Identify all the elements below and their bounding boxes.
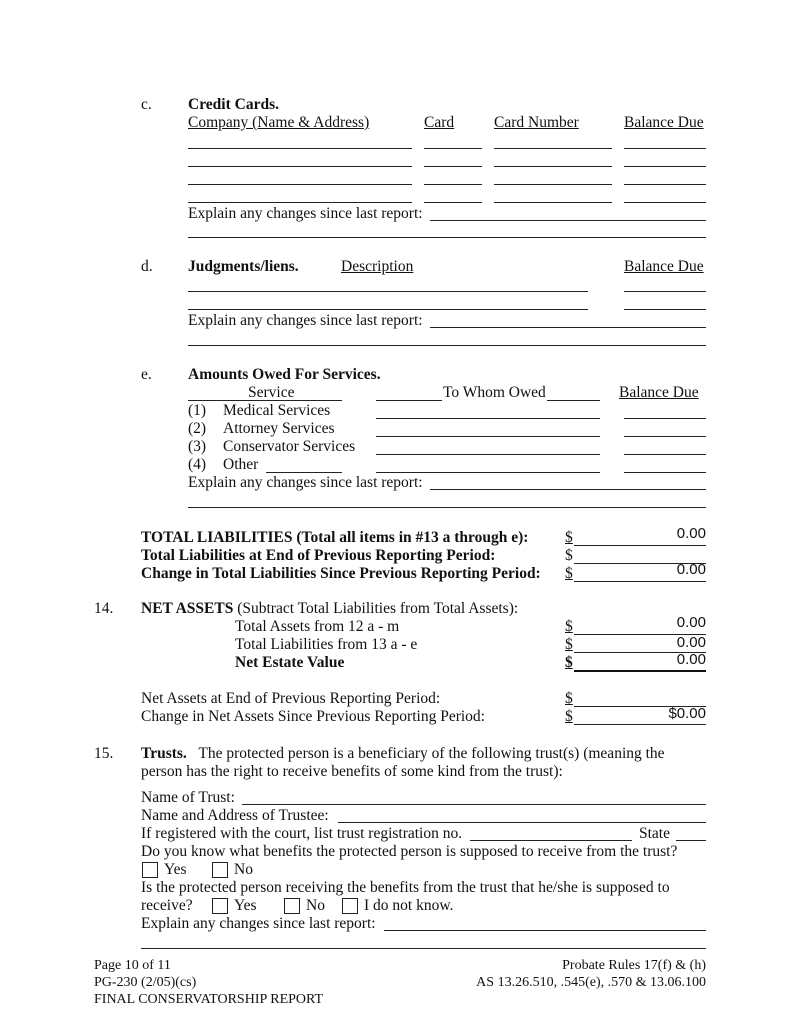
balance-due-field[interactable] — [624, 454, 706, 455]
currency-symbol: $ — [565, 547, 573, 564]
card-number-field[interactable] — [494, 148, 612, 149]
balance-due-field[interactable] — [624, 418, 706, 419]
currency-symbol: $ — [565, 708, 573, 725]
item-number: (3) — [188, 438, 207, 455]
company-field[interactable] — [188, 166, 412, 167]
column-header-card: Card — [424, 114, 455, 131]
item-label-other: Other — [223, 456, 259, 473]
explain-field[interactable] — [430, 489, 706, 490]
probate-rules: Probate Rules 17(f) & (h) — [562, 958, 706, 973]
q1-yes-checkbox[interactable] — [142, 862, 158, 878]
trusts-intro-line1 — [141, 745, 665, 763]
net-assets-subtitle: (Subtract Total Liabilities from Total Assets): — [237, 600, 519, 617]
total-liabilities-13-value: 0.00 — [676, 634, 706, 651]
balance-due-field[interactable] — [624, 148, 706, 149]
card-field[interactable] — [424, 202, 482, 203]
section-number: 14. — [94, 600, 114, 617]
registration-number-field[interactable] — [470, 840, 632, 841]
card-field[interactable] — [424, 148, 482, 149]
total-assets-label: Total Assets from 12 a - m — [235, 618, 400, 635]
form-id: PG-230 (2/05)(cs) — [94, 975, 197, 990]
trustee-label: Name and Address of Trustee: — [141, 807, 329, 824]
column-header-balance-due: Balance Due — [619, 384, 699, 401]
column-header-card-number: Card Number — [494, 114, 579, 131]
trust-name-label: Name of Trust: — [141, 789, 235, 806]
balance-due-field[interactable] — [624, 184, 706, 185]
state-label: State — [639, 825, 670, 842]
item-label-conservator: Conservator Services — [223, 438, 356, 455]
to-whom-owed-field[interactable] — [376, 454, 600, 455]
net-assets-title: NET ASSETS — [141, 600, 234, 617]
section-letter: d. — [141, 258, 153, 275]
explain-field-continued[interactable] — [188, 345, 706, 346]
currency-symbol: $ — [565, 529, 573, 546]
balance-due-field[interactable] — [624, 472, 706, 473]
card-number-field[interactable] — [494, 166, 612, 167]
net-assets-heading — [141, 600, 518, 618]
change-liabilities-label: Change in Total Liabilities Since Previous Reporting Period: — [141, 565, 541, 582]
change-liabilities-field[interactable] — [574, 581, 706, 582]
column-header-service: Service — [248, 384, 295, 401]
q2-unknown-label: I do not know. — [364, 897, 454, 914]
explain-label: Explain any changes since last report: — [188, 205, 423, 222]
page-number: Page 10 of 11 — [94, 958, 171, 973]
section-title: Judgments/liens. — [188, 258, 299, 275]
card-number-field[interactable] — [494, 184, 612, 185]
currency-symbol: $ — [565, 690, 573, 707]
to-whom-owed-field[interactable] — [376, 418, 600, 419]
q2-no-checkbox[interactable] — [284, 898, 300, 914]
q2-line2: receive? — [141, 897, 193, 914]
company-field[interactable] — [188, 202, 412, 203]
explain-label: Explain any changes since last report: — [188, 312, 423, 329]
explain-label: Explain any changes since last report: — [188, 474, 423, 491]
total-assets-value: 0.00 — [676, 614, 706, 631]
trusts-intro-text: The protected person is a beneficiary of the following trust(s) (meaning the — [198, 745, 665, 762]
to-whom-owed-field[interactable] — [376, 472, 600, 473]
card-field[interactable] — [424, 166, 482, 167]
total-liabilities-field[interactable] — [574, 545, 706, 546]
currency-symbol: $ — [565, 565, 573, 582]
q2-no-label: No — [306, 897, 325, 914]
item-number: (4) — [188, 456, 207, 473]
description-field[interactable] — [188, 309, 588, 310]
section-letter: e. — [141, 366, 152, 383]
prev-period-liabilities-label: Total Liabilities at End of Previous Reporting Period: — [141, 547, 496, 564]
explain-label: Explain any changes since last report: — [141, 915, 376, 932]
change-net-assets-field[interactable] — [574, 724, 706, 725]
section-letter: c. — [141, 96, 152, 113]
description-field[interactable] — [188, 291, 588, 292]
balance-due-field[interactable] — [624, 291, 706, 292]
balance-due-field[interactable] — [624, 309, 706, 310]
item-label-medical: Medical Services — [223, 402, 331, 419]
card-field[interactable] — [424, 184, 482, 185]
item-number: (2) — [188, 420, 207, 437]
balance-due-field[interactable] — [624, 166, 706, 167]
trust-name-field[interactable] — [242, 804, 706, 805]
trustee-field[interactable] — [338, 822, 706, 823]
q2-yes-label: Yes — [234, 897, 257, 914]
form-title: FINAL CONSERVATORSHIP REPORT — [94, 992, 324, 1007]
change-net-assets-value: $0.00 — [668, 705, 706, 722]
q2-yes-checkbox[interactable] — [212, 898, 228, 914]
q2-unknown-checkbox[interactable] — [342, 898, 358, 914]
column-header-balance-due: Balance Due — [624, 114, 704, 131]
explain-field-continued[interactable] — [141, 948, 706, 949]
q1-benefits-known: Do you know what benefits the protected person is supposed to receive from the trust? — [141, 843, 678, 860]
explain-field[interactable] — [430, 327, 706, 328]
trusts-title: Trusts. — [141, 745, 187, 762]
other-service-field[interactable] — [266, 472, 342, 473]
section-title: Credit Cards. — [188, 96, 279, 113]
currency-symbol: $ — [565, 636, 573, 653]
q1-no-checkbox[interactable] — [212, 862, 228, 878]
section-title: Amounts Owed For Services. — [188, 366, 381, 383]
prev-net-assets-label: Net Assets at End of Previous Reporting Period: — [141, 690, 441, 707]
trusts-intro-line2: person has the right to receive benefits of some kind from the trust): — [141, 763, 563, 780]
balance-due-field[interactable] — [624, 436, 706, 437]
currency-symbol: $ — [565, 654, 573, 671]
explain-field-continued[interactable] — [188, 237, 706, 238]
q1-no-label: No — [234, 861, 253, 878]
column-header-balance-due: Balance Due — [624, 258, 704, 275]
total-liabilities-13-label: Total Liabilities from 13 a - e — [235, 636, 418, 653]
to-whom-owed-field[interactable] — [376, 436, 600, 437]
column-header-company: Company (Name & Address) — [188, 114, 370, 131]
q1-yes-label: Yes — [164, 861, 187, 878]
total-liabilities-label: TOTAL LIABILITIES (Total all items in #13 a through e): — [141, 529, 529, 546]
explain-field[interactable] — [384, 930, 706, 931]
section-number: 15. — [94, 745, 114, 762]
statutes: AS 13.26.510, .545(e), .570 & 13.06.100 — [476, 975, 706, 990]
net-estate-value: 0.00 — [676, 651, 706, 668]
explain-field[interactable] — [430, 220, 706, 221]
change-liabilities-value: 0.00 — [676, 561, 706, 578]
total-liabilities-value: 0.00 — [676, 525, 706, 542]
item-number: (1) — [188, 402, 207, 419]
net-estate-field[interactable] — [574, 670, 706, 672]
company-field[interactable] — [188, 184, 412, 185]
column-header-description: Description — [341, 258, 414, 275]
q2-line1: Is the protected person receiving the benefits from the trust that he/she is supposed to — [141, 879, 670, 896]
column-header-to-whom-owed: To Whom Owed — [443, 384, 546, 401]
net-estate-label: Net Estate Value — [235, 654, 345, 671]
currency-symbol: $ — [565, 618, 573, 635]
item-label-attorney: Attorney Services — [223, 420, 335, 437]
registration-label: If registered with the court, list trust registration no. — [141, 825, 463, 842]
balance-due-field[interactable] — [624, 202, 706, 203]
explain-field-continued[interactable] — [188, 507, 706, 508]
state-field[interactable] — [676, 840, 706, 841]
change-net-assets-label: Change in Net Assets Since Previous Reporting Period: — [141, 708, 485, 725]
company-field[interactable] — [188, 148, 412, 149]
card-number-field[interactable] — [494, 202, 612, 203]
